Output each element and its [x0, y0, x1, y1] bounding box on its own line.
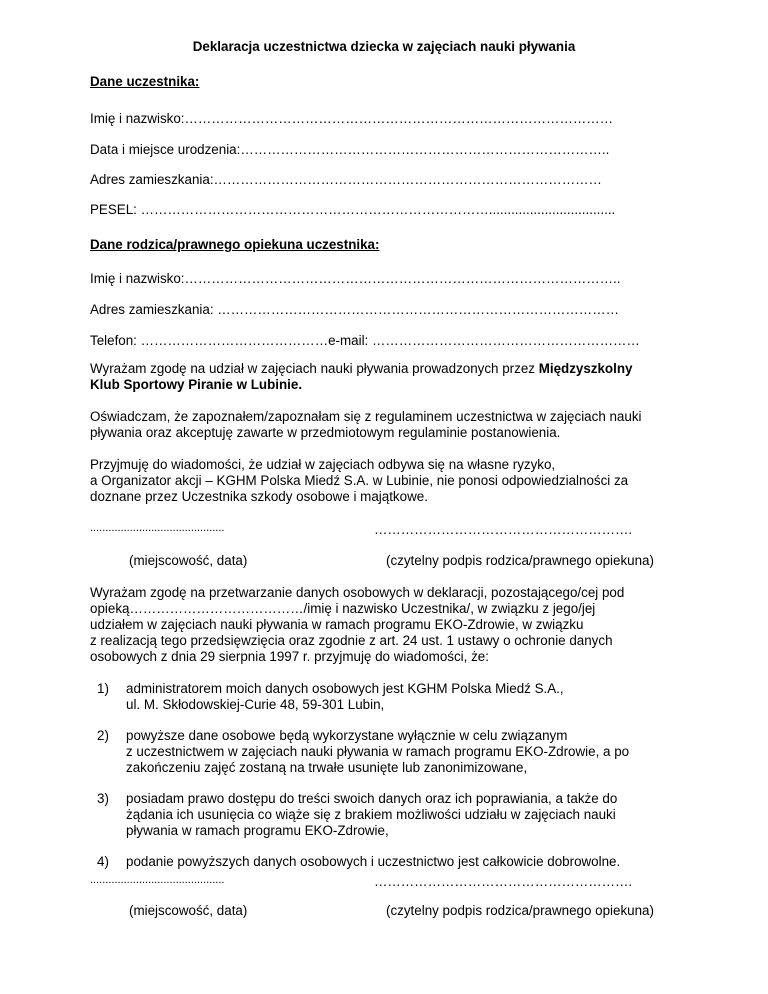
statement-line: pływania oraz akceptuję zawarte w przedmiotowym regulaminie postanowienia.	[90, 425, 561, 440]
gdpr-line: udziałem w zajęciach nauki pływania w ramach programu EKO-Zdrowie, w związku	[90, 617, 584, 632]
list-item-text: pływania w ramach programu EKO-Zdrowie,	[126, 823, 389, 838]
signature-field[interactable]: ………………………………………………….	[374, 522, 633, 537]
guardian-address-field[interactable]: Adres zamieszkania: ………………………………………………………………………………	[90, 302, 619, 317]
gdpr-line: Wyrażam zgodę na przetwarzanie danych osobowych w deklaracji, pozostającego/cej pod	[90, 585, 625, 600]
list-item-number: 1)	[97, 681, 109, 696]
list-item-text: administratorem moich danych osobowych jest KGHM Polska Miedź S.A.,	[126, 681, 564, 696]
place-date-field[interactable]: ............................................	[90, 522, 225, 534]
document-title: Deklaracja uczestnictwa dziecka w zajęciach nauki pływania	[192, 39, 576, 54]
list-item-text: ul. M. Skłodowskiej-Curie 48, 59-301 Lubin,	[126, 697, 385, 712]
guardian-phone-email-field[interactable]: Telefon: ……………………………………e-mail: ……………………………………………………	[90, 333, 640, 348]
signature-caption: (czytelny podpis rodzica/prawnego opiekuna)	[386, 553, 654, 568]
list-item-number: 3)	[97, 791, 109, 806]
place-date-field[interactable]: ............................................	[90, 874, 225, 886]
list-item-text: zakończeniu zajęć zostaną na trwałe usunięte lub zanonimizowane,	[126, 760, 528, 775]
participant-birth-field[interactable]: Data i miejsce urodzenia:………………………………………………………………………..	[90, 142, 610, 157]
list-item-text: powyższe dane osobowe będą wykorzystane wyłącznie w celu związanym	[126, 728, 568, 743]
guardian-name-field[interactable]: Imię i nazwisko:……………………………………………………………………………………..	[90, 271, 621, 286]
list-item-text: żądania ich usunięcia co wiąże się z brakiem możliwości udziału w zajęciach nauki	[126, 807, 616, 822]
signature-caption: (czytelny podpis rodzica/prawnego opiekuna)	[386, 903, 654, 918]
list-item-text: posiadam prawo dostępu do treści swoich danych oraz ich poprawiania, a także do	[126, 791, 618, 806]
participant-address-field[interactable]: Adres zamieszkania:……………………………………………………………………………	[90, 172, 602, 187]
place-date-caption: (miejscowość, data)	[129, 553, 248, 568]
guardian-heading: Dane rodzica/prawnego opiekuna uczestnika:	[90, 237, 380, 252]
consent-participation: Wyrażam zgodę na udział w zajęciach nauki pływania prowadzonych przez Międzyszkolny	[90, 361, 633, 376]
place-date-caption: (miejscowość, data)	[129, 903, 248, 918]
list-item-number: 4)	[97, 854, 109, 869]
participant-name-field[interactable]: Imię i nazwisko:……………………………………………………………………………………	[90, 111, 614, 126]
liability-line: doznane przez Uczestnika szkody osobowe i majątkowe.	[90, 489, 428, 504]
list-item-text: z uczestnictwem w zajęciach nauki pływania w ramach programu EKO-Zdrowie, a po	[126, 744, 630, 759]
statement-line: Oświadczam, że zapoznałem/zapoznałam się z regulaminem uczestnictwa w zajęciach nauki	[90, 409, 642, 424]
liability-line: Przyjmuję do wiadomości, że udział w zajęciach odbywa się na własne ryzyko,	[90, 457, 556, 472]
participant-pesel-field[interactable]: PESEL: ……………………………………………………………………..................................	[90, 202, 616, 217]
liability-line: a Organizator akcji – KGHM Polska Miedź S.A. w Lubinie, nie ponosi odpowiedzialności za	[90, 473, 629, 488]
signature-field[interactable]: ………………………………………………….	[374, 874, 633, 889]
gdpr-line: z realizacją tego przedsięwzięcia oraz zgodnie z art. 24 ust. 1 ustawy o ochronie danych	[90, 633, 613, 648]
list-item-number: 2)	[97, 728, 109, 743]
club-name: Klub Sportowy Piranie w Lubinie.	[90, 377, 303, 392]
gdpr-line: opieką…………………………………/imię i nazwisko Uczestnika/, w związku z jego/jej	[90, 601, 596, 616]
gdpr-line: osobowych z dnia 29 sierpnia 1997 r. przyjmuję do wiadomości, że:	[90, 649, 489, 664]
participant-heading: Dane uczestnika:	[90, 74, 200, 89]
list-item-text: podanie powyższych danych osobowych i uczestnictwo jest całkowicie dobrowolne.	[126, 854, 621, 869]
